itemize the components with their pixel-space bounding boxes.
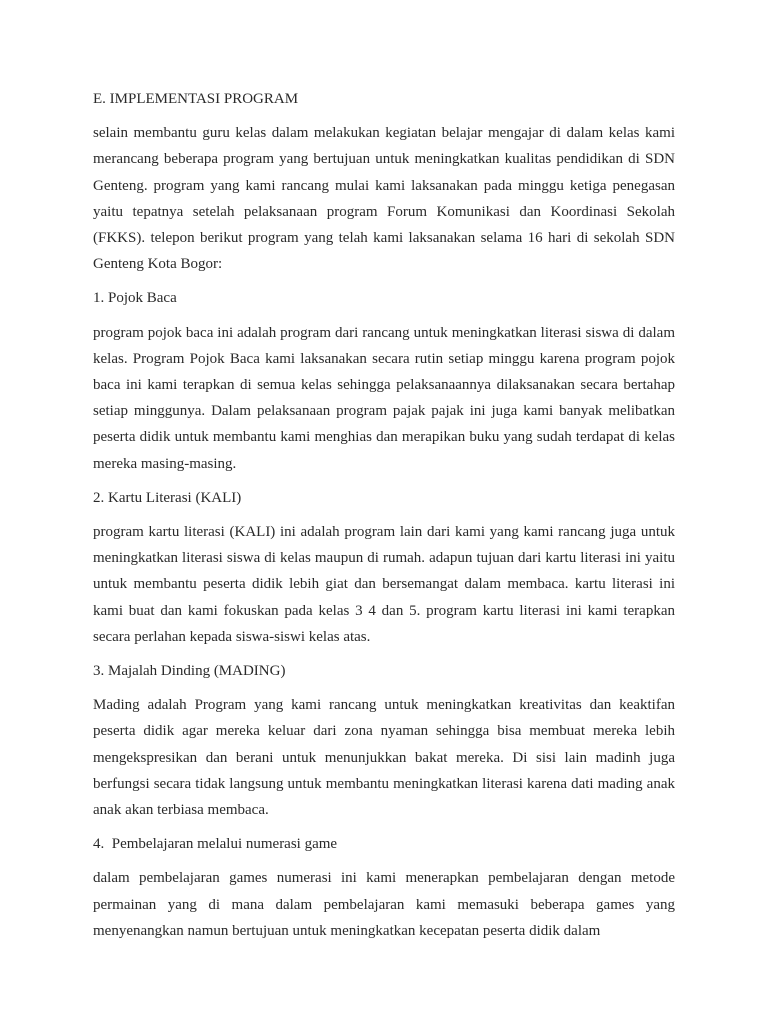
program-heading-pojok-baca: 1. Pojok Baca [93, 290, 177, 307]
program-paragraph-numerasi-game: dalam pembelajaran games numerasi ini kami menerapkan pembelajaran dengan metode permainan yang di mana dalam pembelajaran kami memasuki beberapa games yang menyenangkan namun bertujuan untuk meningkatkan kecepatan peserta didik dalam [93, 870, 675, 939]
program-paragraph-kartu-literasi: program kartu literasi (KALI) ini adalah program lain dari kami yang kami rancang juga untuk meningkatkan literasi siswa di kelas maupun di rumah. adapun tujuan dari kartu literasi ini yaitu untuk membantu peserta didik lebih giat dan bersemangat dalam membaca. kartu literasi ini kami buat dan kami fokuskan pada kelas 3 4 dan 5. program kartu literasi ini kami terapkan secara perlahan kepada siswa-siswi kelas atas. [93, 524, 675, 645]
program-heading-mading: 3. Majalah Dinding (MADING) [93, 663, 286, 680]
program-heading-numerasi-game: 4. Pembelajaran melalui numerasi game [93, 836, 338, 853]
program-heading-kartu-literasi: 2. Kartu Literasi (KALI) [93, 489, 242, 506]
program-paragraph-pojok-baca: program pojok baca ini adalah program dari rancang untuk meningkatkan literasi siswa di dalam kelas. Program Pojok Baca kami laksanakan secara rutin setiap minggu karena program pojok baca ini kami terapkan di semua kelas sehingga pelaksanaannya dilaksanakan secara bertahap setiap minggunya. Dalam pelaksanaan program pajak pajak ini juga kami banyak melibatkan peserta didik untuk membantu kami menghias dan merapikan buku yang sudah terdapat di kelas mereka masing-masing. [93, 324, 675, 472]
section-title: E. IMPLEMENTASI PROGRAM [93, 91, 299, 107]
program-paragraph-mading: Mading adalah Program yang kami rancang untuk meningkatkan kreativitas dan keaktifan peserta didik agar mereka keluar dari zona nyaman sehingga bisa membuat mereka lebih mengekspresikan dan berani untuk menunjukkan bakat mereka. Di sisi lain madinh juga berfungsi secara tidak langsung untuk membantu meningkatkan literasi karena dati mading anak anak akan terbiasa membaca. [93, 697, 675, 819]
document-body [93, 86, 675, 944]
intro-paragraph: selain membantu guru kelas dalam melakukan kegiatan belajar mengajar di dalam kelas kami merancang beberapa program yang bertujuan untuk meningkatkan kualitas pendidikan di SDN Genteng. program yang kami rancang mulai kami laksanakan pada minggu ketiga penegasan yaitu tepatnya setelah pelaksanaan program Forum Komunikasi dan Koordinasi Sekolah (FKKS). telepon berikut program yang telah kami laksanakan selama 16 hari di sekolah SDN Genteng Kota Bogor: [93, 125, 675, 273]
